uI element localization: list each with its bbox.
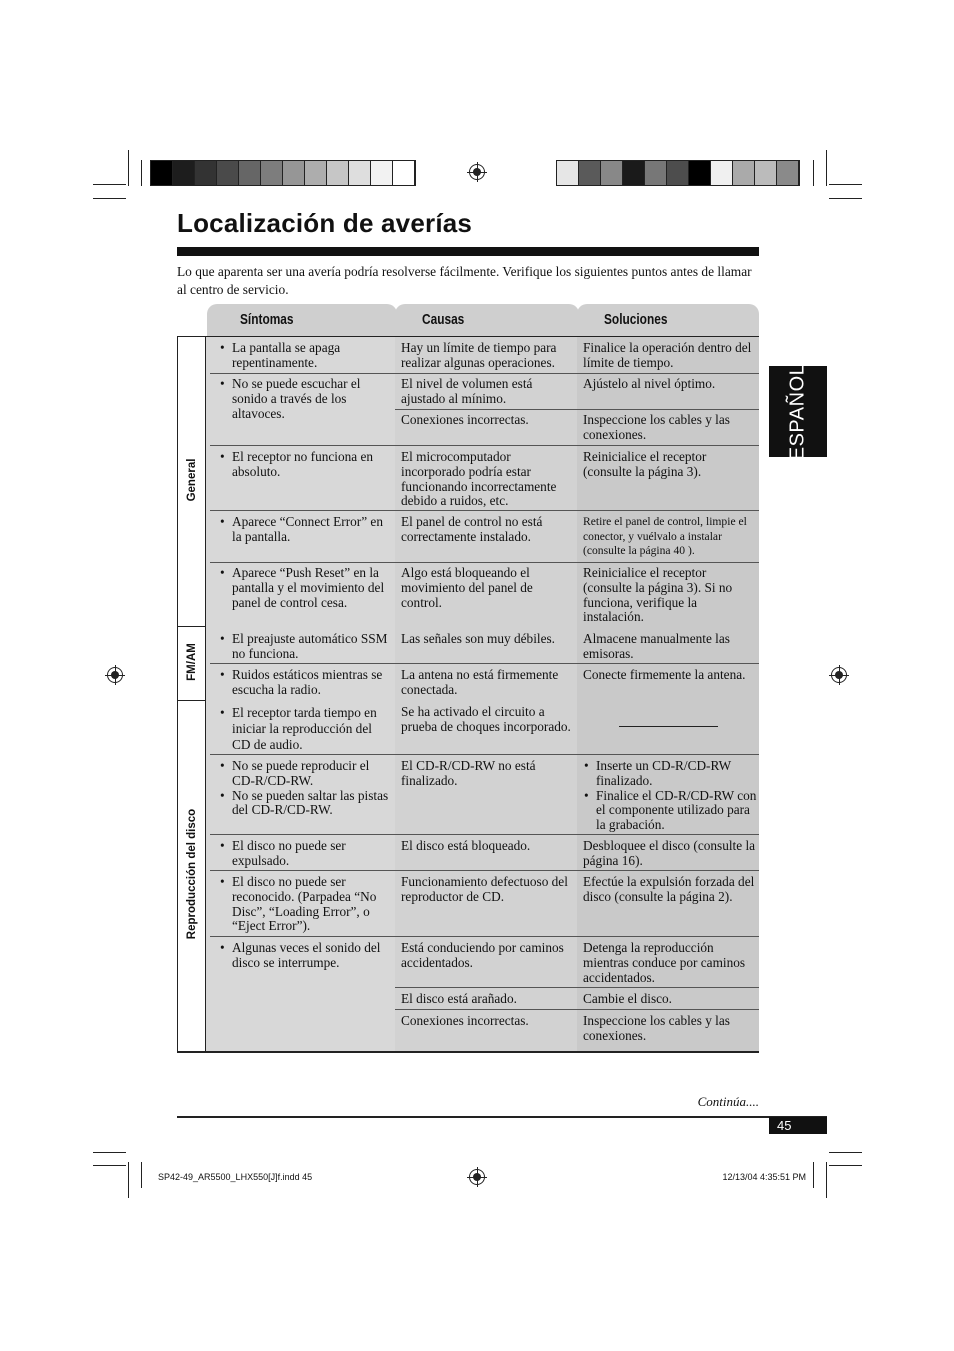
symptom-connect-error: • Aparece “Connect Error” en la pantalla. bbox=[206, 515, 392, 545]
solution-unlock-disc: Desbloquee el disco (consulte la página 16). bbox=[583, 838, 756, 868]
solution-volume: Ajústelo al nivel óptimo. bbox=[583, 376, 716, 391]
page-number: 45 bbox=[769, 1117, 827, 1134]
cause-time-limit: Hay un límite de tiempo para realizar algunas operaciones. bbox=[401, 340, 557, 370]
symptom-static-noise: • Ruidos estáticos mientras se escucha la radio. bbox=[206, 668, 392, 698]
cause-disc-locked: El disco está bloqueado. bbox=[401, 838, 531, 853]
symptom-no-operation: • El receptor no funciona en absoluto. bbox=[206, 450, 392, 480]
symptom-slow-start: • El receptor tarda tiempo en iniciar la reproducción del CD de audio. bbox=[206, 705, 392, 752]
solution-reset: Reinicialice el receptor (consulte la página 3). bbox=[583, 449, 707, 479]
language-tab: ESPAÑOL bbox=[769, 366, 827, 457]
header-solutions: Soluciones bbox=[577, 304, 759, 336]
symptom-display-off: • La pantalla se apaga repentinamente. bbox=[206, 341, 392, 371]
solution-cdr: • Inserte un CD-R/CD-RW finalizado. • Finalice el CD-R/CD-RW con el componente utilizado para la grabación. bbox=[570, 759, 758, 833]
cause-not-finalized: El CD-R/CD-RW no está finalizado. bbox=[401, 758, 536, 788]
cause-panel-blocked: Algo está bloqueando el movimiento del panel de control. bbox=[401, 565, 533, 610]
solution-reinstall-panel: Retire el panel de control, limpie el conector, y vuélvalo a instalar (consulte la página 40 ). bbox=[583, 515, 747, 558]
category-fmam: FM/AM bbox=[186, 643, 198, 681]
footer-timestamp: 12/13/04 4:35:51 PM bbox=[722, 1172, 806, 1182]
cause-cd-malfunction: Funcionamiento defectuoso del reproductor de CD. bbox=[401, 874, 568, 904]
symptom-push-reset: • Aparece “Push Reset” en la pantalla y el movimiento del panel de control cesa. bbox=[206, 566, 392, 610]
header-symptoms: Síntomas bbox=[207, 304, 397, 336]
grayscale-bar-left bbox=[150, 160, 416, 186]
registration-mark-icon bbox=[831, 667, 847, 683]
solution-change-disc: Cambie el disco. bbox=[583, 991, 672, 1006]
solution-time-limit: Finalice la operación dentro del límite de tiempo. bbox=[583, 340, 752, 370]
registration-mark-icon bbox=[469, 164, 485, 180]
registration-mark-icon bbox=[107, 667, 123, 683]
symptom-cdr-playback: • No se puede reproducir el CD-R/CD-RW. • No se pueden saltar las pistas del CD-R/CD-RW. bbox=[206, 759, 392, 818]
grayscale-bar-right bbox=[556, 160, 800, 186]
solution-reset-check: Reinicialice el receptor (consulte la página 3). Si no funciona, verifique la instalación. bbox=[583, 565, 733, 625]
solution-antenna: Conecte firmemente la antena. bbox=[583, 667, 746, 682]
no-solution-dash bbox=[619, 726, 718, 727]
solution-stop-playback: Detenga la reproducción mientras conduce por caminos accidentados. bbox=[583, 940, 746, 985]
intro-text: Lo que aparenta ser una avería podría resolverse fácilmente. Verifique los siguientes puntos antes de llamar al centro de servicio. bbox=[177, 264, 752, 297]
symptom-not-recognized: • El disco no puede ser reconocido. (Parpadea “No Disc”, “Loading Error”, o “Eject Error”). bbox=[206, 875, 392, 934]
symptom-ssm: • El preajuste automático SSM no funciona. bbox=[206, 632, 392, 662]
page-title: Localización de averías bbox=[177, 208, 473, 238]
solution-check-cables-2: Inspeccione los cables y las conexiones. bbox=[583, 1013, 730, 1043]
footer-filename: SP42-49_AR5500_LHX550[J]f.indd 45 bbox=[158, 1172, 313, 1182]
registration-mark-icon bbox=[469, 1169, 485, 1185]
symptom-skips: • Algunas veces el sonido del disco se interrumpe. bbox=[206, 941, 392, 971]
symptom-no-eject: • El disco no puede ser expulsado. bbox=[206, 839, 392, 869]
cause-microcomputer: El microcomputador incorporado podría estar funcionando incorrectamente debido a ruidos, etc. bbox=[401, 449, 557, 509]
symptom-no-sound: • No se puede escuchar el sonido a través de los altavoces. bbox=[206, 377, 392, 421]
solution-force-eject: Efectúe la expulsión forzada del disco (consulte la página 2). bbox=[583, 874, 755, 904]
cause-volume-min: El nivel de volumen está ajustado al mínimo. bbox=[401, 376, 533, 406]
solution-manual-preset: Almacene manualmente las emisoras. bbox=[583, 631, 730, 661]
title-rule bbox=[177, 247, 759, 256]
cause-panel-install: El panel de control no está correctamente instalado. bbox=[401, 514, 543, 544]
cause-rough-roads: Está conduciendo por caminos accidentados. bbox=[401, 940, 564, 970]
continues-note: Continúa.... bbox=[697, 1094, 759, 1109]
cause-antenna: La antena no está firmemente conectada. bbox=[401, 667, 559, 697]
header-causes: Causas bbox=[395, 304, 579, 336]
category-general: General bbox=[186, 458, 198, 502]
cause-weak-signal: Las señales son muy débiles. bbox=[401, 631, 555, 646]
category-disc: Reproducción del disco bbox=[186, 808, 198, 940]
solution-check-cables: Inspeccione los cables y las conexiones. bbox=[583, 412, 730, 442]
cause-bad-connections-2: Conexiones incorrectas. bbox=[401, 1013, 529, 1028]
cause-bad-connections: Conexiones incorrectas. bbox=[401, 412, 529, 427]
bottom-rule bbox=[177, 1116, 827, 1118]
cause-scratched: El disco está arañado. bbox=[401, 991, 517, 1006]
cause-shockproof: Se ha activado el circuito a prueba de choques incorporado. bbox=[401, 704, 571, 734]
